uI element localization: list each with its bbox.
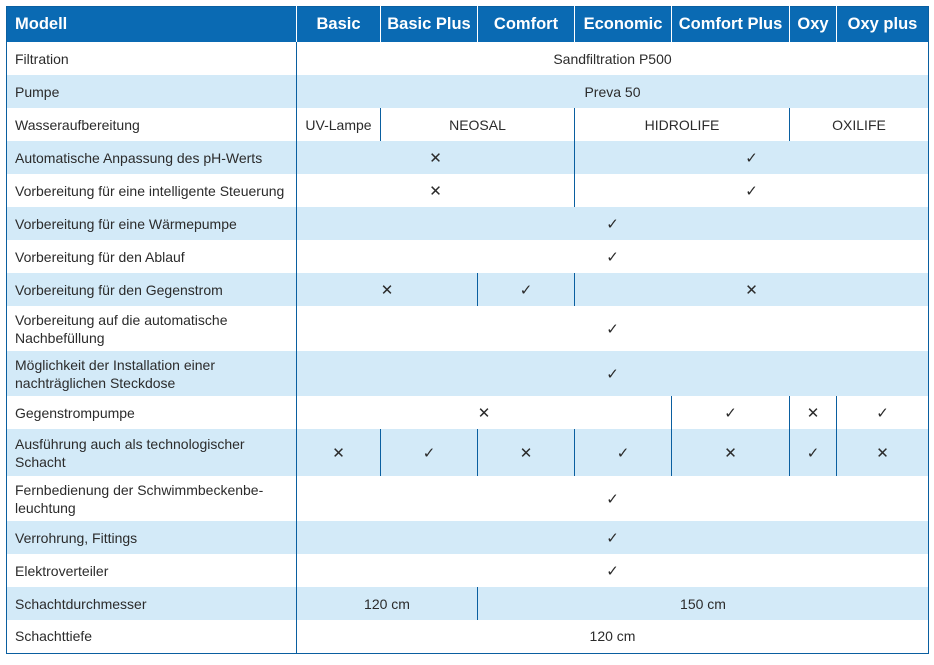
header-row bbox=[7, 7, 929, 43]
check-mark: ✓ bbox=[297, 207, 929, 240]
table-row bbox=[7, 351, 929, 396]
table-cell: UV-Lampe bbox=[297, 108, 381, 141]
table-cell: HIDROLIFE bbox=[575, 108, 790, 141]
row-label: Vorbereitung für eine intelligente Steuerung bbox=[7, 174, 297, 207]
header-oxy-plus: Oxy plus bbox=[837, 7, 929, 43]
header-oxy: Oxy bbox=[790, 7, 837, 43]
table-row bbox=[7, 429, 929, 476]
check-mark: ✓ bbox=[575, 141, 929, 174]
cross-mark: ✕ bbox=[672, 429, 790, 476]
cross-mark: ✕ bbox=[575, 273, 929, 306]
row-label: Möglichkeit der Installation einer nachträglichen Steckdose bbox=[7, 351, 297, 396]
check-mark: ✓ bbox=[672, 396, 790, 429]
table-row bbox=[7, 174, 929, 207]
check-mark: ✓ bbox=[381, 429, 478, 476]
table-row bbox=[7, 306, 929, 351]
row-label: Pumpe bbox=[7, 75, 297, 108]
check-mark: ✓ bbox=[297, 240, 929, 273]
table-row bbox=[7, 141, 929, 174]
table-row bbox=[7, 42, 929, 75]
cross-mark: ✕ bbox=[297, 174, 575, 207]
check-mark: ✓ bbox=[575, 429, 672, 476]
cross-mark: ✕ bbox=[297, 396, 672, 429]
row-label: Fernbedienung der Schwimmbeckenbe-leuchtung bbox=[7, 476, 297, 521]
table-cell: NEOSAL bbox=[381, 108, 575, 141]
table-row bbox=[7, 396, 929, 429]
check-mark: ✓ bbox=[297, 351, 929, 396]
header-comfort: Comfort bbox=[478, 7, 575, 43]
table-row bbox=[7, 587, 929, 620]
row-label: Gegenstrompumpe bbox=[7, 396, 297, 429]
check-mark: ✓ bbox=[297, 476, 929, 521]
cross-mark: ✕ bbox=[790, 396, 837, 429]
check-mark: ✓ bbox=[790, 429, 837, 476]
model-comparison-table bbox=[6, 6, 929, 654]
table-row bbox=[7, 620, 929, 653]
cross-mark: ✕ bbox=[837, 429, 929, 476]
table-row bbox=[7, 75, 929, 108]
table-cell: OXILIFE bbox=[790, 108, 929, 141]
header-comfort-plus: Comfort Plus bbox=[672, 7, 790, 43]
check-mark: ✓ bbox=[575, 174, 929, 207]
check-mark: ✓ bbox=[297, 521, 929, 554]
table-row bbox=[7, 554, 929, 587]
table-cell: Sandfiltration P500 bbox=[297, 42, 929, 75]
header-basic-plus: Basic Plus bbox=[381, 7, 478, 43]
header-economic: Economic bbox=[575, 7, 672, 43]
table-row bbox=[7, 207, 929, 240]
table-cell: 120 cm bbox=[297, 620, 929, 653]
cross-mark: ✕ bbox=[297, 141, 575, 174]
table-row bbox=[7, 240, 929, 273]
table-row bbox=[7, 476, 929, 521]
row-label: Schachtdurchmesser bbox=[7, 587, 297, 620]
table-cell: 150 cm bbox=[478, 587, 929, 620]
row-label: Filtration bbox=[7, 42, 297, 75]
check-mark: ✓ bbox=[478, 273, 575, 306]
table-cell: 120 cm bbox=[297, 587, 478, 620]
row-label: Elektroverteiler bbox=[7, 554, 297, 587]
row-label: Vorbereitung für den Gegenstrom bbox=[7, 273, 297, 306]
header-basic: Basic bbox=[297, 7, 381, 43]
table-row bbox=[7, 521, 929, 554]
row-label: Wasseraufbereitung bbox=[7, 108, 297, 141]
cross-mark: ✕ bbox=[297, 273, 478, 306]
table-row bbox=[7, 108, 929, 141]
row-label: Automatische Anpassung des pH-Werts bbox=[7, 141, 297, 174]
row-label: Vorbereitung für eine Wärmepumpe bbox=[7, 207, 297, 240]
check-mark: ✓ bbox=[297, 306, 929, 351]
header-model: Modell bbox=[7, 7, 297, 43]
table-cell: Preva 50 bbox=[297, 75, 929, 108]
row-label: Vorbereitung für den Ablauf bbox=[7, 240, 297, 273]
check-mark: ✓ bbox=[297, 554, 929, 587]
row-label: Verrohrung, Fittings bbox=[7, 521, 297, 554]
row-label: Vorbereitung auf die automatische Nachbefüllung bbox=[7, 306, 297, 351]
cross-mark: ✕ bbox=[478, 429, 575, 476]
table-row bbox=[7, 273, 929, 306]
cross-mark: ✕ bbox=[297, 429, 381, 476]
row-label: Ausführung auch als technologischer Schacht bbox=[7, 429, 297, 476]
check-mark: ✓ bbox=[837, 396, 929, 429]
row-label: Schachttiefe bbox=[7, 620, 297, 653]
